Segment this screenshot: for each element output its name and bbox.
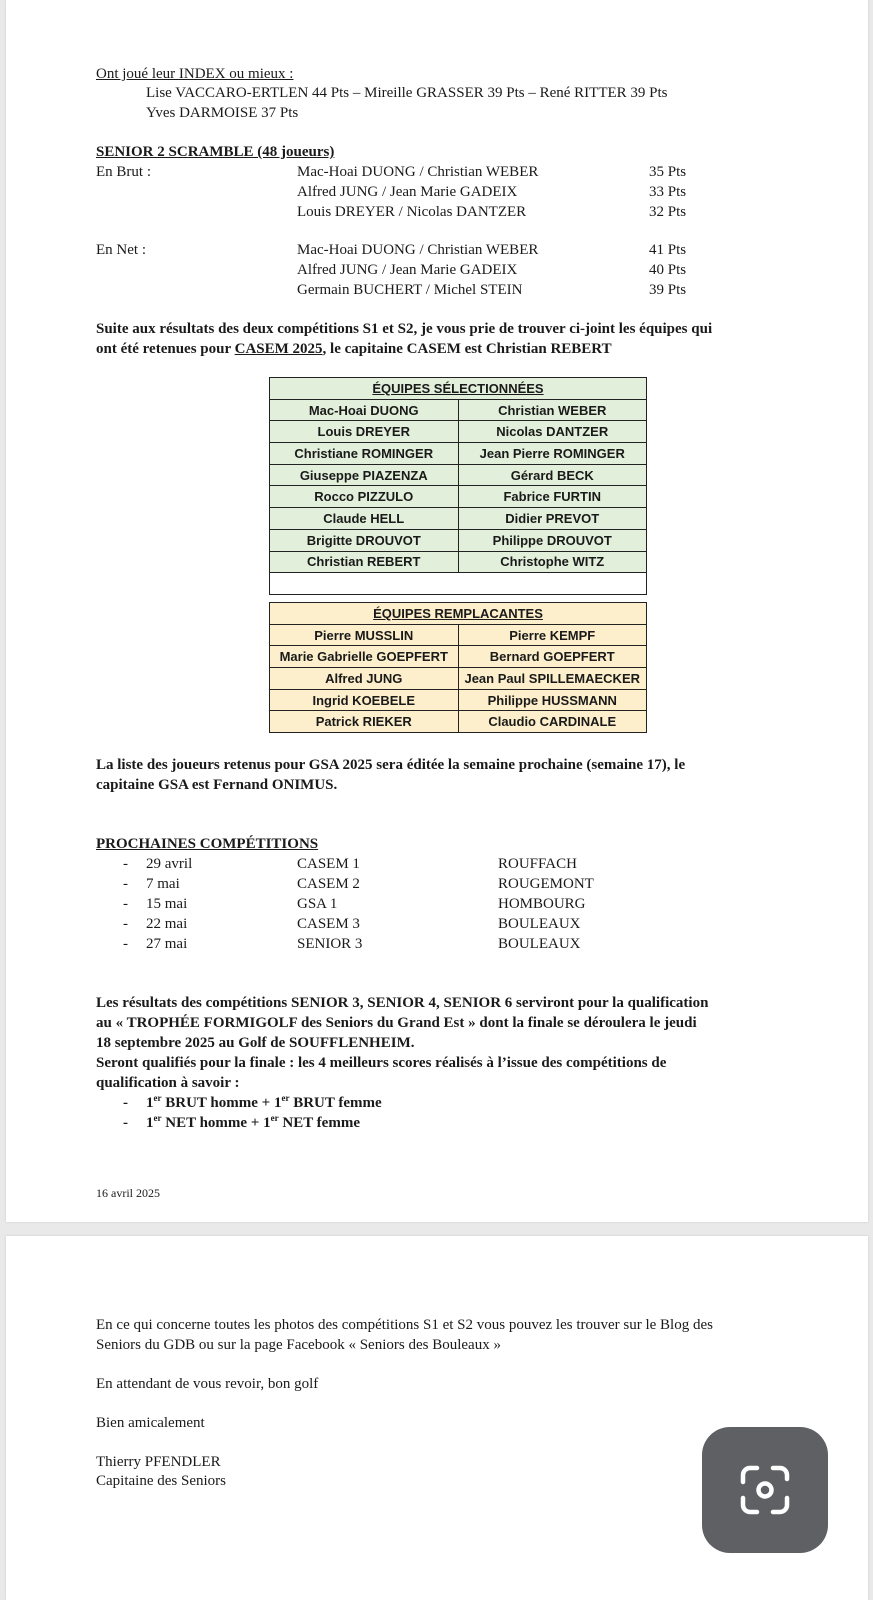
table-row xyxy=(270,399,647,421)
trophy-para-line-2: au « TROPHÉE FORMIGOLF des Seniors du Grand Est » dont la finale se déroulera le jeudi xyxy=(96,1015,697,1031)
table-row xyxy=(270,668,647,690)
selected-teams-title: ÉQUIPES SÉLECTIONNÉES xyxy=(270,378,647,400)
competition-date: 27 mai xyxy=(146,936,188,952)
player-cell: Philippe HUSSMANN xyxy=(458,689,647,711)
text-part: 1 xyxy=(146,1095,154,1111)
table-row xyxy=(270,464,647,486)
competition-name: CASEM 3 xyxy=(297,916,360,932)
player-cell: Philippe DROUVOT xyxy=(458,529,647,551)
brut-pair-1: Mac-Hoai DUONG / Christian WEBER xyxy=(297,164,539,180)
competition-date: 29 avril xyxy=(146,856,193,872)
competition-place: ROUFFACH xyxy=(498,856,577,872)
google-lens-button[interactable] xyxy=(702,1427,828,1553)
competition-name: SENIOR 3 xyxy=(297,936,363,952)
text-part: BRUT femme xyxy=(289,1095,382,1111)
casem-para-text-b: , le capitaine CASEM est Christian REBERT xyxy=(322,341,612,357)
table-spacer-row xyxy=(270,573,647,595)
spacer-cell xyxy=(270,573,647,595)
competition-name: CASEM 2 xyxy=(297,876,360,892)
net-pts-1: 41 Pts xyxy=(649,242,687,258)
player-cell: Fabrice FURTIN xyxy=(458,486,647,508)
player-cell: Christian REBERT xyxy=(270,551,459,573)
list-bullet: - xyxy=(123,856,128,872)
competition-place: ROUGEMONT xyxy=(498,876,594,892)
index-line-2: Yves DARMOISE 37 Pts xyxy=(146,105,299,121)
gsa-para-line-1: La liste des joueurs retenus pour GSA 2025 sera éditée la semaine prochaine (semaine 17), le xyxy=(96,757,686,773)
player-cell: Marie Gabrielle GOEPFERT xyxy=(270,646,459,668)
player-cell: Pierre MUSSLIN xyxy=(270,624,459,646)
replacement-teams-table xyxy=(269,602,647,733)
brut-pair-3: Louis DREYER / Nicolas DANTZER xyxy=(297,204,527,220)
player-cell: Giuseppe PIAZENZA xyxy=(270,464,459,486)
player-cell: Christiane ROMINGER xyxy=(270,443,459,465)
list-bullet: - xyxy=(123,916,128,932)
gsa-para-line-2: capitaine GSA est Fernand ONIMUS. xyxy=(96,777,338,793)
qualification-item-net xyxy=(146,1113,360,1133)
list-bullet: - xyxy=(123,936,128,952)
net-pair-2: Alfred JUNG / Jean Marie GADEIX xyxy=(297,262,518,278)
player-cell: Rocco PIZZULO xyxy=(270,486,459,508)
brut-pair-2: Alfred JUNG / Jean Marie GADEIX xyxy=(297,184,518,200)
competition-date: 15 mai xyxy=(146,896,188,912)
list-bullet: - xyxy=(123,1095,128,1111)
scramble-heading: SENIOR 2 SCRAMBLE (48 joueurs) xyxy=(96,144,335,160)
trophy-para-line-1: Les résultats des compétitions SENIOR 3, SENIOR 4, SENIOR 6 serviront pour la qualification xyxy=(96,995,709,1011)
competition-place: BOULEAUX xyxy=(498,916,581,932)
trophy-para-line-4: Seront qualifiés pour la finale : les 4 meilleurs scores réalisés à l’issue des compétitions de xyxy=(96,1055,667,1071)
player-cell: Ingrid KOEBELE xyxy=(270,689,459,711)
casem-para-line-1: Suite aux résultats des deux compétitions S1 et S2, je vous prie de trouver ci-joint les équipes qui xyxy=(96,321,713,337)
player-cell: Pierre KEMPF xyxy=(458,624,647,646)
player-cell: Mac-Hoai DUONG xyxy=(270,399,459,421)
table-row xyxy=(270,443,647,465)
list-bullet: - xyxy=(123,896,128,912)
player-cell: Claude HELL xyxy=(270,508,459,530)
player-cell: Louis DREYER xyxy=(270,421,459,443)
competition-place: BOULEAUX xyxy=(498,936,581,952)
table-row xyxy=(270,421,647,443)
text-part: NET femme xyxy=(278,1115,360,1131)
player-cell: Brigitte DROUVOT xyxy=(270,529,459,551)
table-row xyxy=(270,529,647,551)
net-pts-3: 39 Pts xyxy=(649,282,687,298)
replacement-teams-title: ÉQUIPES REMPLACANTES xyxy=(270,603,647,625)
qualification-item-brut xyxy=(146,1093,382,1113)
text-part: er xyxy=(270,1113,279,1123)
document-page-1 xyxy=(6,0,868,1222)
casem-2025-text: CASEM 2025 xyxy=(234,341,323,357)
player-cell: Gérard BECK xyxy=(458,464,647,486)
table-row xyxy=(270,551,647,573)
signature-name: Thierry PFENDLER xyxy=(96,1454,221,1470)
trophy-para-line-5: qualification à savoir : xyxy=(96,1075,240,1091)
selected-teams-table xyxy=(269,377,647,595)
brut-pts-3: 32 Pts xyxy=(649,204,687,220)
net-label: En Net : xyxy=(96,242,146,258)
net-pts-2: 40 Pts xyxy=(649,262,687,278)
index-line-1: Lise VACCARO-ERTLEN 44 Pts – Mireille GRASSER 39 Pts – René RITTER 39 Pts xyxy=(146,85,668,101)
table-row xyxy=(270,486,647,508)
table-row xyxy=(270,624,647,646)
text-part: er xyxy=(281,1093,290,1103)
table-row xyxy=(270,711,647,733)
competition-date: 22 mai xyxy=(146,916,188,932)
competition-name: GSA 1 xyxy=(297,896,338,912)
greeting: En attendant de vous revoir, bon golf xyxy=(96,1376,319,1392)
google-lens-icon xyxy=(740,1465,790,1515)
table-row xyxy=(270,646,647,668)
casem-para-line-2 xyxy=(96,339,612,359)
brut-label: En Brut : xyxy=(96,164,151,180)
text-part: er xyxy=(153,1093,162,1103)
player-cell: Christophe WITZ xyxy=(458,551,647,573)
net-pair-3: Germain BUCHERT / Michel STEIN xyxy=(297,282,523,298)
competition-name: CASEM 1 xyxy=(297,856,360,872)
player-cell: Bernard GOEPFERT xyxy=(458,646,647,668)
player-cell: Alfred JUNG xyxy=(270,668,459,690)
player-cell: Jean Paul SPILLEMAECKER xyxy=(458,668,647,690)
player-cell: Christian WEBER xyxy=(458,399,647,421)
competition-place: HOMBOURG xyxy=(498,896,586,912)
casem-para-text-a: ont été retenues pour xyxy=(96,341,235,357)
trophy-para-line-3: 18 septembre 2025 au Golf de SOUFFLENHEIM. xyxy=(96,1035,415,1051)
list-bullet: - xyxy=(123,1115,128,1131)
table-row xyxy=(270,689,647,711)
text-part: NET homme + 1 xyxy=(161,1115,271,1131)
photos-line-2: Seniors du GDB ou sur la page Facebook « Seniors des Bouleaux » xyxy=(96,1337,501,1353)
net-pair-1: Mac-Hoai DUONG / Christian WEBER xyxy=(297,242,539,258)
player-cell: Claudio CARDINALE xyxy=(458,711,647,733)
document-date: 16 avril 2025 xyxy=(96,1186,160,1200)
photos-line-1: En ce qui concerne toutes les photos des compétitions S1 et S2 vous pouvez les trouver sur le Blog des xyxy=(96,1317,713,1333)
text-part: BRUT homme + 1 xyxy=(161,1095,282,1111)
player-cell: Patrick RIEKER xyxy=(270,711,459,733)
index-heading: Ont joué leur INDEX ou mieux : xyxy=(96,66,294,82)
competition-date: 7 mai xyxy=(146,876,180,892)
competitions-heading: PROCHAINES COMPÉTITIONS xyxy=(96,836,319,852)
brut-pts-2: 33 Pts xyxy=(649,184,687,200)
player-cell: Nicolas DANTZER xyxy=(458,421,647,443)
brut-pts-1: 35 Pts xyxy=(649,164,687,180)
signature-title: Capitaine des Seniors xyxy=(96,1473,226,1489)
player-cell: Didier PREVOT xyxy=(458,508,647,530)
text-part: 1 xyxy=(146,1115,154,1131)
text-part: er xyxy=(153,1113,162,1123)
list-bullet: - xyxy=(123,876,128,892)
table-row xyxy=(270,508,647,530)
player-cell: Jean Pierre ROMINGER xyxy=(458,443,647,465)
closing: Bien amicalement xyxy=(96,1415,205,1431)
